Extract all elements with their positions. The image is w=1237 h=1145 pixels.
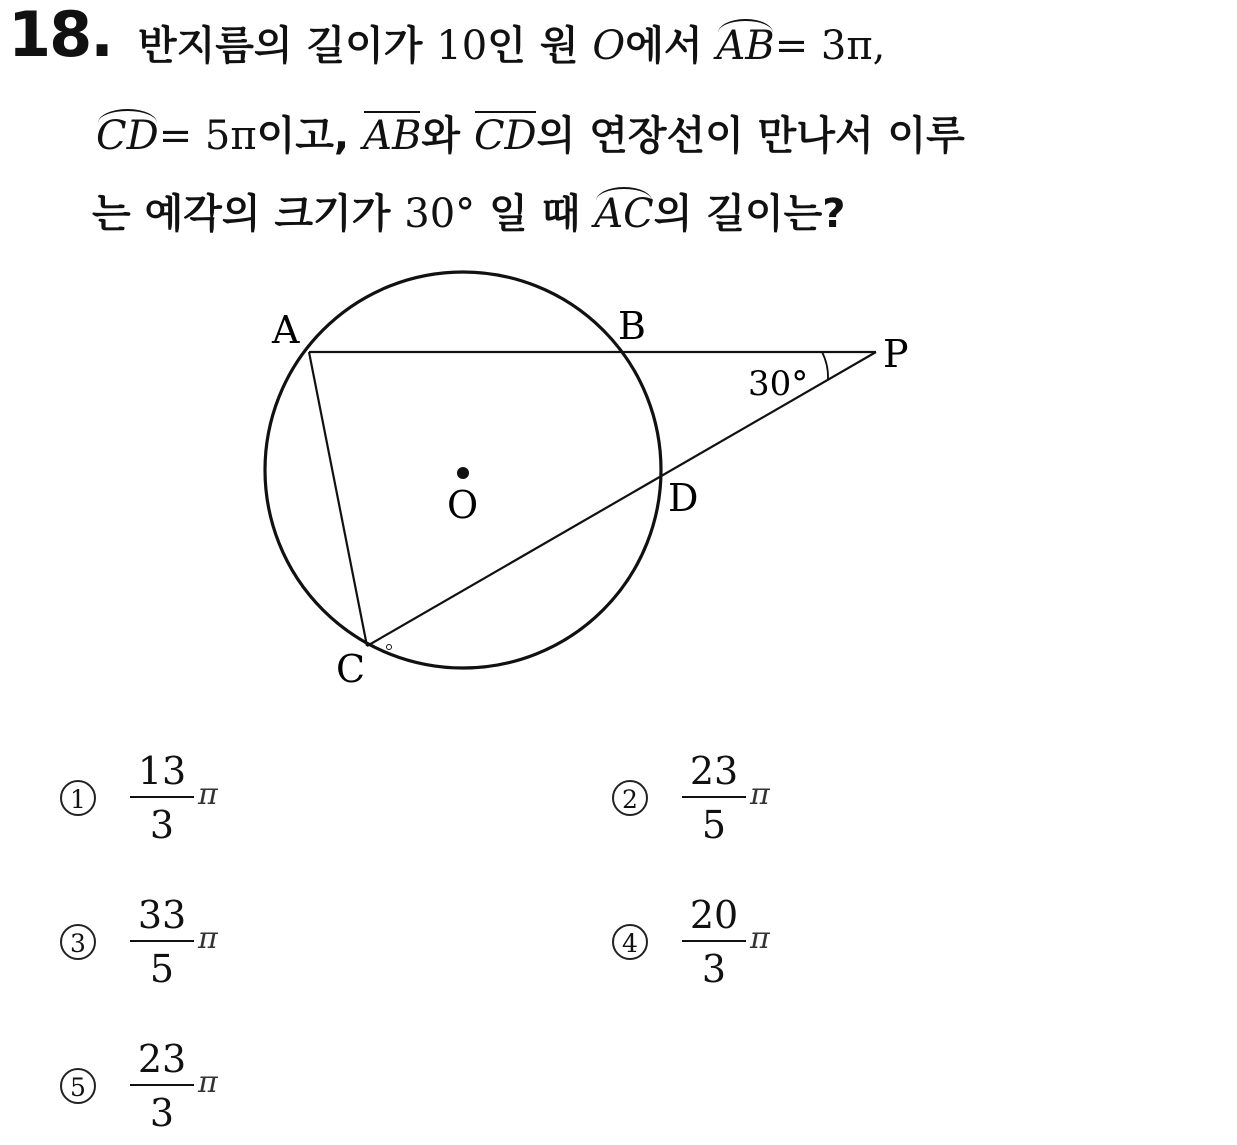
point-c-marker	[387, 645, 392, 650]
denominator: 3	[149, 1091, 175, 1135]
text: 의 길이는?	[653, 191, 846, 237]
text: 에서	[625, 23, 703, 69]
pi-symbol: π	[750, 776, 770, 812]
label-b: B	[618, 304, 646, 348]
text: 의 연장선이 만나서 이루	[536, 113, 965, 159]
pi-symbol: π	[750, 920, 770, 956]
label-a: A	[272, 308, 300, 352]
numerator: 13	[137, 749, 187, 793]
fraction	[130, 749, 194, 847]
label-c: C	[336, 647, 366, 691]
fraction	[682, 893, 746, 991]
question-line-1	[138, 14, 885, 71]
choice-4[interactable]	[612, 893, 770, 991]
fraction	[130, 893, 194, 991]
text: 인 원	[487, 23, 579, 69]
label-o: O	[447, 483, 479, 527]
denominator: 3	[149, 803, 175, 847]
choice-3[interactable]	[60, 893, 218, 991]
center-label: O	[592, 23, 626, 69]
text: 는 예각의 크기가	[92, 191, 391, 237]
label-angle: 30°	[748, 364, 809, 404]
choice-marker: 2	[612, 780, 648, 816]
fraction	[682, 749, 746, 847]
numerator: 33	[137, 893, 187, 937]
text: 와	[421, 113, 460, 159]
numerator: 23	[689, 749, 739, 793]
choice-marker: 1	[60, 780, 96, 816]
number: 10	[436, 23, 488, 69]
choice-2[interactable]	[612, 749, 770, 847]
angle-value: 30°	[404, 191, 476, 237]
denominator: 5	[701, 803, 727, 847]
choice-marker: 4	[612, 924, 648, 960]
angle-arc	[822, 352, 828, 379]
equation: = 5π	[158, 113, 257, 159]
fraction	[130, 1037, 194, 1135]
choice-marker: 3	[60, 924, 96, 960]
pi-symbol: π	[198, 1064, 218, 1100]
denominator: 5	[149, 947, 175, 991]
pi-symbol: π	[198, 776, 218, 812]
arc-ac: AC	[594, 191, 654, 237]
segment-cd: CD	[473, 113, 537, 159]
question-line-2	[96, 104, 965, 161]
choice-marker: 5	[60, 1068, 96, 1104]
arc-ab: AB	[716, 23, 775, 69]
label-d: D	[668, 476, 699, 520]
numerator: 23	[137, 1037, 187, 1081]
equation: = 3π,	[774, 23, 886, 69]
center-point	[457, 467, 469, 479]
numerator: 20	[689, 893, 739, 937]
segment-ab: AB	[363, 113, 422, 159]
text: 반지름의 길이가	[138, 23, 423, 69]
geometry-figure	[250, 265, 950, 695]
question-line-3	[92, 182, 845, 239]
line-ac	[309, 352, 367, 646]
choice-5[interactable]	[60, 1037, 218, 1135]
pi-symbol: π	[198, 920, 218, 956]
text: 이고,	[256, 113, 350, 159]
denominator: 3	[701, 947, 727, 991]
question-number: 18.	[8, 0, 112, 71]
text: 일 때	[489, 191, 581, 237]
label-p: P	[883, 332, 909, 376]
arc-cd: CD	[96, 113, 159, 159]
choice-1[interactable]	[60, 749, 218, 847]
